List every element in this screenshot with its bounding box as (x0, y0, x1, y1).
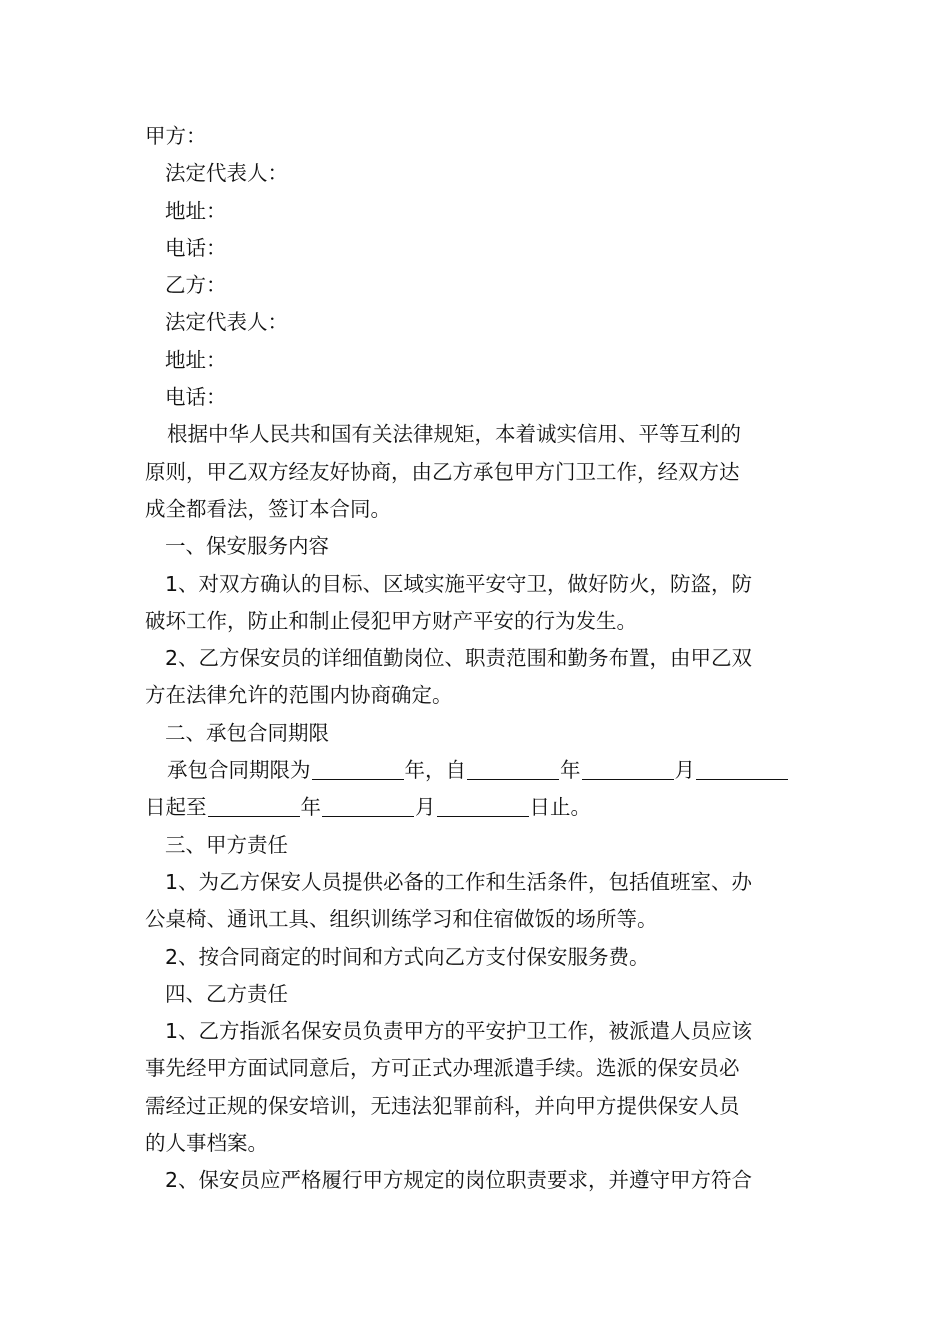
party-b-representative: 法定代表人： (165, 310, 288, 335)
month-label: 月 (674, 758, 695, 783)
section-2-heading: 二、承包合同期限 (165, 720, 329, 745)
end-month-blank[interactable] (322, 794, 414, 817)
month-label: 月 (415, 795, 436, 820)
section-3-heading: 三、甲方责任 (165, 832, 288, 857)
party-b-phone: 电话： (165, 385, 227, 410)
day-from-label: 日起至 (145, 795, 207, 820)
party-a-label: 甲方： (145, 124, 207, 148)
end-day-blank[interactable] (437, 794, 529, 817)
party-b-label: 乙方： (165, 273, 227, 298)
year-label: 年 (300, 795, 321, 820)
party-a-representative: 法定代表人： (165, 161, 288, 186)
section-4-item-2-line-1: 2、保安员应严格履行甲方规定的岗位职责要求，并遵守甲方符合 (165, 1168, 753, 1193)
end-year-blank[interactable] (208, 794, 300, 817)
section-1-item-2-line-2: 方在法律允许的范围内协商确定。 (145, 683, 453, 708)
section-3-item-1-line-2: 公桌椅、通讯工具、组织训练学习和住宿做饭的场所等。 (145, 907, 658, 932)
section-4-item-1-line-2: 事先经甲方面试同意后，方可正式办理派遣手续。选派的保安员必 (145, 1056, 740, 1081)
section-3-item-1-line-1: 1、为乙方保安人员提供必备的工作和生活条件，包括值班室、办 (165, 869, 753, 894)
party-a-address: 地址： (165, 198, 227, 223)
contract-term-line-1 (145, 752, 810, 789)
preamble-line-2: 原则，甲乙双方经友好协商，由乙方承包甲方门卫工作，经双方达 (145, 459, 740, 484)
section-4-item-1-line-1: 1、乙方指派名保安员负责甲方的平安护卫工作，被派遣人员应该 (165, 1019, 753, 1044)
year-label: 年 (404, 758, 425, 783)
section-4-item-1-line-3: 需经过正规的保安培训，无违法犯罪前科，并向甲方提供保安人员 (145, 1093, 740, 1118)
start-month-blank[interactable] (582, 757, 674, 780)
section-4-heading: 四、乙方责任 (165, 981, 288, 1006)
section-1-item-2-line-1: 2、乙方保安员的详细值勤岗位、职责范围和勤务布置，由甲乙双 (165, 646, 753, 671)
section-1-heading: 一、保安服务内容 (165, 534, 329, 559)
contract-body (145, 118, 810, 1200)
section-1-item-1-line-1: 1、对双方确认的目标、区域实施平安守卫，做好防火，防盗，防 (165, 571, 753, 596)
contract-term-line-2 (145, 789, 810, 826)
year-label: 年 (560, 758, 581, 783)
section-3-item-2-line-1: 2、按合同商定的时间和方式向乙方支付保安服务费。 (165, 944, 650, 969)
day-end-label: 日止。 (529, 795, 591, 820)
section-1-item-1-line-2: 破坏工作，防止和制止侵犯甲方财产平安的行为发生。 (145, 608, 637, 633)
term-years-blank[interactable] (312, 757, 404, 780)
from-label: ，自 (425, 758, 466, 783)
start-day-blank[interactable] (696, 757, 788, 780)
section-4-item-1-line-4: 的人事档案。 (145, 1131, 268, 1156)
preamble-line-1: 根据中华人民共和国有关法律规矩，本着诚实信用、平等互利的 (167, 422, 741, 447)
term-prefix: 承包合同期限为 (167, 758, 311, 783)
party-a-phone: 电话： (165, 235, 227, 260)
start-year-blank[interactable] (467, 757, 559, 780)
party-b-address: 地址： (165, 347, 227, 372)
preamble-line-3: 成全都看法，签订本合同。 (145, 496, 391, 521)
